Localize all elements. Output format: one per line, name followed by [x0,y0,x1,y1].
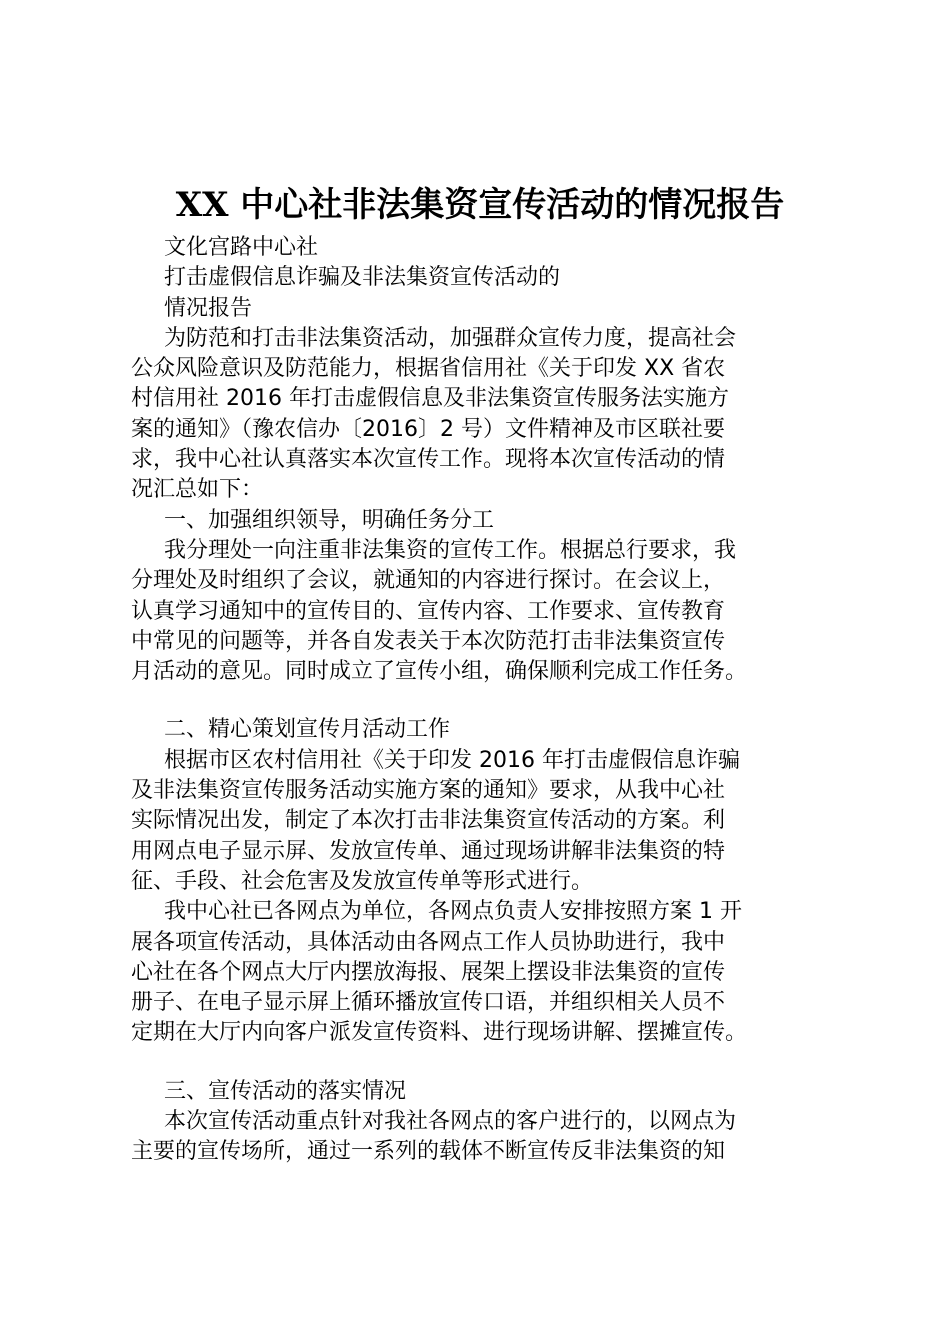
paragraph-line: 根据市区农村信用社《关于印发 2016 年打击虚假信息诈骗 [164,747,740,773]
paragraph-line: 用网点电子显示屏、发放宣传单、通过现场讲解非法集资的特 [131,838,726,864]
paragraph-line: 月活动的意见。同时成立了宣传小组，确保顺利完成工作任务。 [131,659,748,685]
paragraph-line: 册子、在电子显示屏上循环播放宣传口语，并组织相关人员不 [131,990,726,1016]
paragraph-line: 况汇总如下： [131,477,264,503]
paragraph-line: 主要的宣传场所，通过一系列的载体不断宣传反非法集资的知 [131,1139,726,1165]
paragraph-line: 中常见的问题等，并各自发表关于本次防范打击非法集资宣传 [131,628,726,654]
paragraph-line: 征、手段、社会危害及发放宣传单等形式进行。 [131,868,594,894]
paragraph-line: 心社在各个网点大厅内摆放海报、展架上摆设非法集资的宣传 [131,959,726,985]
header-line: 打击虚假信息诈骗及非法集资宣传活动的 [164,265,561,291]
paragraph-line: 实际情况出发，制定了本次打击非法集资宣传活动的方案。利 [131,808,726,834]
paragraph-line: 我分理处一向注重非法集资的宣传工作。根据总行要求，我 [164,537,737,563]
paragraph-line: 求，我中心社认真落实本次宣传工作。现将本次宣传活动的情 [131,447,726,473]
section-heading: 一、加强组织领导，明确任务分工 [164,507,495,533]
paragraph-gap [131,687,831,715]
paragraph-line: 公众风险意识及防范能力，根据省信用社《关于印发 XX 省农 [131,356,726,382]
paragraph-line: 认真学习通知中的宣传目的、宣传内容、工作要求、宣传教育 [131,598,726,624]
paragraph-line: 及非法集资宣传服务活动实施方案的通知》要求，从我中心社 [131,778,726,804]
paragraph-line: 为防范和打击非法集资活动，加强群众宣传力度，提高社会 [164,325,737,351]
paragraph-line: 本次宣传活动重点针对我社各网点的客户进行的，以网点为 [164,1109,737,1135]
document-title: XX 中心社非法集资宣传活动的情况报告 [175,185,785,225]
section-heading: 二、精心策划宣传月活动工作 [164,717,451,743]
paragraph-line: 我中心社已各网点为单位，各网点负责人安排按照方案 1 开 [164,899,742,925]
paragraph-line: 分理处及时组织了会议，就通知的内容进行探讨。在会议上， [131,568,726,594]
paragraph-gap [131,1049,831,1077]
header-line: 情况报告 [164,295,253,321]
section-heading: 三、宣传活动的落实情况 [164,1078,407,1104]
paragraph-line: 村信用社 2016 年打击虚假信息及非法集资宣传服务法实施方 [131,386,729,412]
paragraph-line: 展各项宣传活动，具体活动由各网点工作人员协助进行，我中 [131,929,726,955]
paragraph-line: 定期在大厅内向客户派发宣传资料、进行现场讲解、摆摊宣传。 [131,1020,748,1046]
document-body [131,233,831,1168]
paragraph-line: 案的通知》（豫农信办〔2016〕2 号）文件精神及市区联社要 [131,416,725,442]
header-line: 文化宫路中心社 [164,235,319,260]
